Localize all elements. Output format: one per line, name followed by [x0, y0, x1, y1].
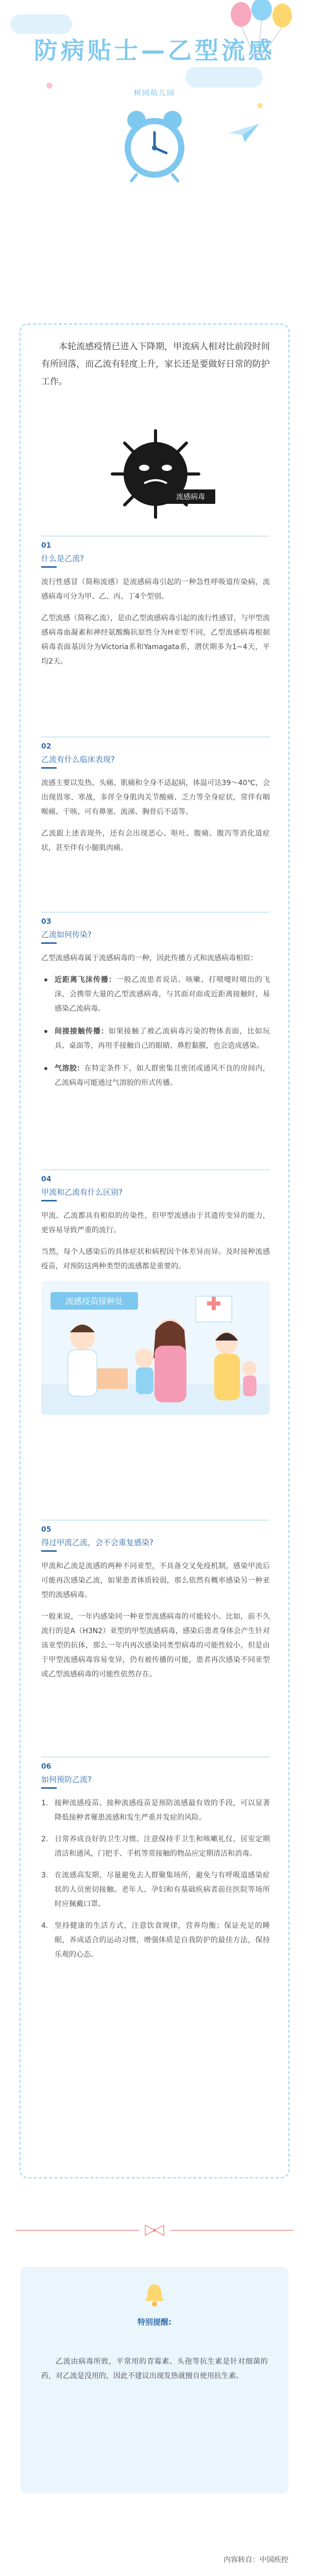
- section-02: [41, 737, 270, 862]
- section-number: 05: [41, 1526, 52, 1534]
- paper-plane-icon: [229, 123, 260, 143]
- section-title: 如何预防乙流?: [41, 1775, 92, 1784]
- tip-text: 乙流由病毒所致，平常用的青霉素、头孢等抗生素是针对细菌的药，对乙流是没用的，因此不建议出现发热就擅自使用抗生素。: [41, 2358, 268, 2380]
- section-title: 乙流有什么临床表现?: [41, 755, 115, 764]
- vaccination-illustration: [41, 1281, 270, 1415]
- item-text: 坚持健康的生活方式，注意饮食规律，营养均衡；保证充足的睡眠，养成适合的运动习惯，增强体质是自我防护的最佳方法，保持乐观的心态。: [55, 1922, 270, 1959]
- item-number: 3.: [41, 1871, 48, 1879]
- section-number: 04: [41, 1175, 52, 1183]
- section-title: 得过甲流乙流，会不会重复感染?: [41, 1538, 153, 1547]
- alarm-clock-icon: [116, 106, 193, 183]
- bullet-text: 近距离飞沫传播：一般乙流患者说话、咳嗽、打喷嚏时喷出的飞沫，会携带大量的乙型流感病毒，与其面对面或近距离接触时，易感染乙流病毒。: [55, 976, 270, 1013]
- paragraph: 乙型流感（简称乙流），是由乙型流感病毒引起的流行性感冒，与甲型流感病毒血凝素和神经氨酸酶抗原性分为H亚型不同，乙型流感病毒根据病毒表面基因分为Victoria系和Yamagata系，潜伏期多为1~4天，平均2天。: [41, 614, 270, 666]
- title-underline: [41, 566, 57, 568]
- bullet-dot: [44, 1030, 47, 1033]
- section-title: 甲流和乙流有什么区别?: [41, 1188, 123, 1197]
- title-underline: [41, 1200, 57, 1201]
- virus-illustration: [89, 428, 222, 520]
- item-text: 接种流感疫苗。接种流感疫苗是预防流感最有效的手段，可以显著降低接种者罹患流感和发生严重并发症的风险。: [55, 1799, 270, 1822]
- item-number: 4.: [41, 1922, 48, 1930]
- paragraph: 流行性感冒（简称流感）是流感病毒引起的一种急性呼吸道传染病，流感病毒可分为甲、乙、丙、丁4个型别。: [41, 578, 270, 601]
- paragraph: 乙型流感病毒属于流感病毒的一种，因此传播方式和流感病毒相似：: [41, 954, 258, 962]
- section-01: [41, 536, 270, 676]
- section-04: [41, 1170, 270, 1425]
- item-text: 日常养成良好的卫生习惯。注意保持手卫生和咳嗽礼仪，居室定期清洁和通风，门把手、手机等常接触的物品应定期清洁和消毒。: [55, 1835, 270, 1858]
- item-number: 2.: [41, 1835, 48, 1843]
- section-number: 03: [41, 918, 52, 926]
- vaccination-scene: [41, 1281, 270, 1415]
- section-06: [41, 1757, 270, 1969]
- source-credit: 内容转自：中国疾控: [224, 2556, 288, 2564]
- bullet-text: 气溶胶：在特定条件下，如人群密集且密闭或通风不良的房间内，乙流病毒可能通过气溶胶的形式传播。: [55, 1064, 270, 1087]
- list-item: [41, 1061, 270, 1090]
- title-underline: [41, 1787, 57, 1789]
- title-underline: [41, 767, 57, 769]
- bell-icon: [144, 2282, 165, 2308]
- list-item: [41, 973, 270, 1016]
- bullet-text: 间接接触传播：如果接触了被乙流病毒污染的物体表面，比如玩具、桌面等，再用手接触自己的眼睛、鼻腔黏膜，也会造成感染。: [55, 1027, 270, 1050]
- section-03: [41, 912, 270, 1098]
- title-underline: [41, 1550, 57, 1552]
- virus-label: 流感病毒: [176, 493, 205, 501]
- item-number: 1.: [41, 1799, 48, 1807]
- section-number: 06: [41, 1762, 52, 1771]
- section-number: 02: [41, 742, 52, 751]
- page-title: 防病贴士—乙型流感: [34, 37, 275, 64]
- tip-title: 特别提醒:: [138, 2317, 171, 2327]
- paragraph: 流感主要以发热、头痛、肌痛和全身不适起病，体温可达39～40℃，会出现畏寒、寒战，多伴全身肌肉关节酸痛、乏力等全身症状，常伴有咽喉痛、干咳、可有鼻塞、流涕、胸骨后不适等。: [41, 779, 270, 816]
- cloud-left: [10, 14, 72, 34]
- header: [0, 0, 309, 206]
- bow-divider: [15, 2223, 294, 2238]
- section-number: 01: [41, 541, 52, 550]
- paragraph: 甲流和乙流是流感的两种不同亚型，不具备交叉免疫机制，感染甲流后可能再次感染乙流，如果患者体质较弱，那么依然有概率感染另一种亚型的流感病毒。: [41, 1562, 270, 1599]
- item-text: 在流感高发期，尽量避免去人群聚集场所，避免与有呼吸道感染症状的人员密切接触。老年人、孕妇和有基础疾病者前往医院等场所时应佩戴口罩。: [55, 1871, 270, 1908]
- kindergarten-name: 树园幼儿园: [134, 89, 175, 97]
- bullet-dot: [44, 1067, 47, 1070]
- decor-dot: [258, 103, 263, 108]
- list-item: [41, 1796, 270, 1825]
- list-item: [41, 1024, 270, 1053]
- paragraph: 一般来说，一年内感染同一种亚型流感病毒的可能较小。比如，前不久流行的是A（H3N2）亚型的甲型流感病毒，感染后患者身体会产生针对该亚型的抗体，那么一年内再次感染同类型病毒的可能性较小，但是由于甲型流感病毒容易变异，仍有被传播的可能，患者再次感染不同亚型或乙型流感病毒的可能性依然存在。: [41, 1613, 270, 1679]
- list-item: [41, 1868, 270, 1911]
- intro-text: 本轮流感疫情已进入下降期，甲流病人相对比前段时间有所回落，而乙流有轻度上升，家长还是要做好日常的防护工作。: [41, 342, 270, 387]
- paragraph: 当然，每个人感染后的具体症状和病程因个体差异而异。及时接种流感疫苗，对预防这两种类型的流感都是重要的。: [41, 1248, 270, 1270]
- content-card: [20, 324, 289, 2178]
- paragraph: 乙流跟上述表现外，还有会出现恶心、呕吐、腹痛、腹泻等消化道症状，甚至伴有小腿肌肉痛。: [41, 829, 270, 852]
- section-05: [41, 1520, 270, 1689]
- vaccine-sign: 流感疫苗接种处: [65, 1296, 124, 1306]
- list-item: [41, 1919, 270, 1962]
- section-title: 什么是乙流?: [41, 554, 84, 563]
- title-underline: [41, 942, 57, 944]
- list-item: [41, 1832, 270, 1861]
- paragraph: 甲流、乙流都具有相似的传染性，但甲型流感由于其遗传变异的能力，更容易导致严重的流行。: [41, 1212, 270, 1234]
- section-title: 乙流如何传染?: [41, 930, 92, 939]
- tip-card: [21, 2267, 288, 2494]
- bullet-dot: [44, 978, 47, 981]
- cloud-right: [185, 67, 263, 88]
